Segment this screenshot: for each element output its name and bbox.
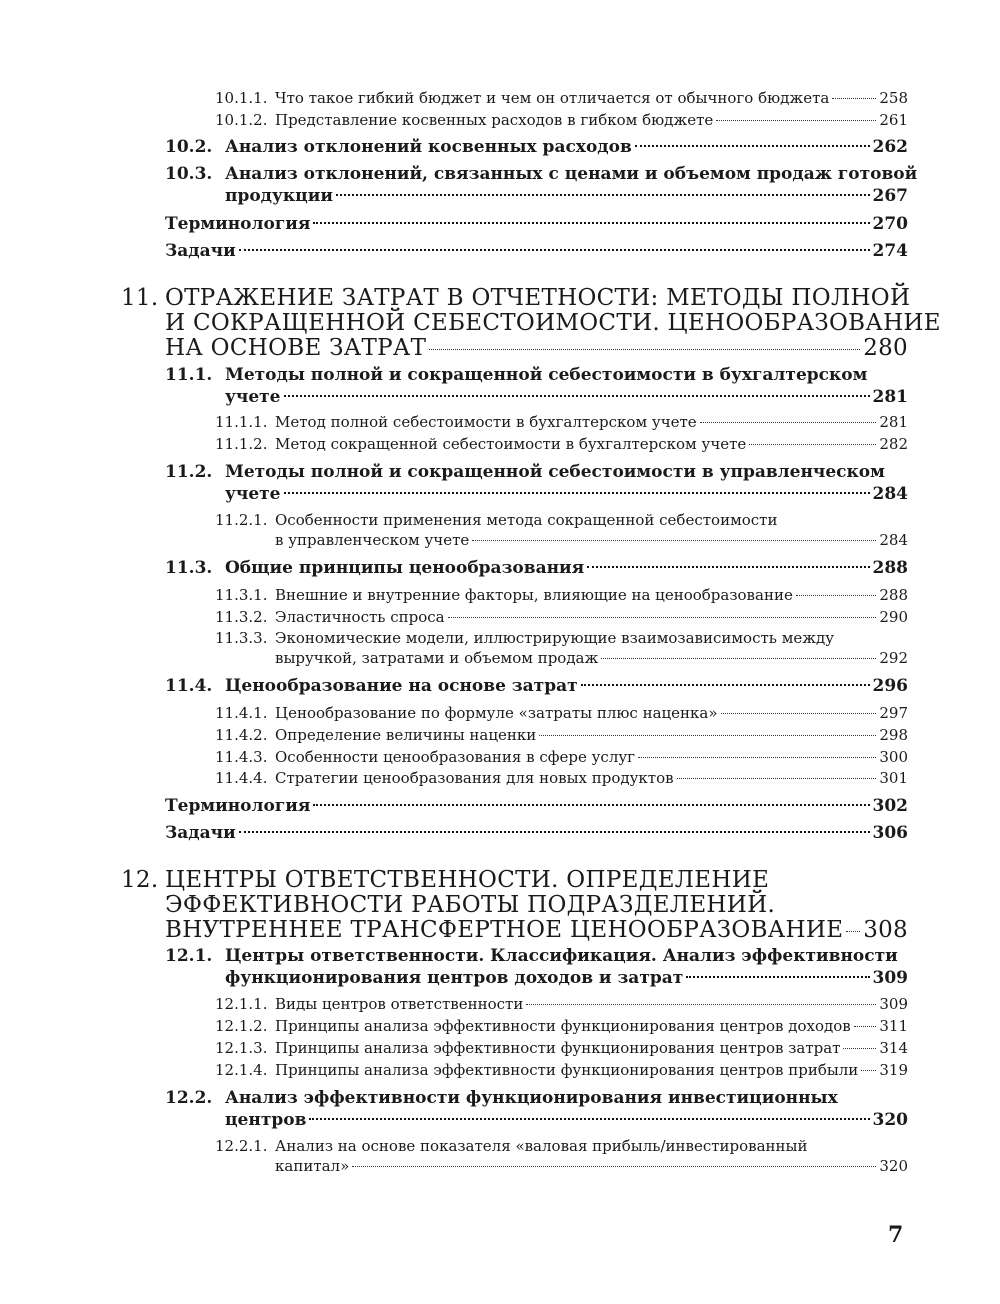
toc-entry-11-3 xyxy=(165,557,908,579)
entry-number: 11.4.3. xyxy=(215,748,268,766)
dot-leader xyxy=(352,1166,876,1167)
dot-leader xyxy=(539,735,876,736)
page-number: 297 xyxy=(879,704,908,722)
page-number: 320 xyxy=(872,1110,908,1130)
chapter-title-line: ОТРАЖЕНИЕ ЗАТРАТ В ОТЧЕТНОСТИ: МЕТОДЫ ПОЛНОЙ xyxy=(165,285,911,311)
toc-entry-11-4-4 xyxy=(215,768,908,788)
toc-entry-11-4-2 xyxy=(215,725,908,745)
entry-number: 12.1.1. xyxy=(215,995,268,1013)
entry-title: Задачи xyxy=(165,241,236,261)
page-number: 261 xyxy=(879,111,908,129)
page-number: 302 xyxy=(872,796,908,816)
dot-leader xyxy=(677,778,877,779)
entry-title: Задачи xyxy=(165,823,236,843)
page-number: 274 xyxy=(872,241,908,261)
entry-title: Виды центров ответственности xyxy=(275,995,524,1013)
entry-title: Терминология xyxy=(165,796,311,816)
dot-leader xyxy=(700,422,877,423)
entry-title: Ценообразование на основе затрат xyxy=(225,676,578,696)
dot-leader xyxy=(635,145,870,147)
entry-title: Стратегии ценообразования для новых продуктов xyxy=(275,769,674,787)
dot-leader xyxy=(861,1070,876,1071)
page-number: 306 xyxy=(872,823,908,843)
entry-title: Определение величины наценки xyxy=(275,726,537,744)
entry-title: Эластичность спроса xyxy=(275,608,445,626)
entry-number: 11.2. xyxy=(165,462,213,482)
toc-entry-11-3-1 xyxy=(215,585,908,605)
dot-leader xyxy=(587,566,869,568)
dot-leader xyxy=(336,194,870,196)
chapter-number: 12. xyxy=(121,867,159,893)
toc-entry-12-2-1 xyxy=(215,1136,908,1176)
toc-entry-11-1-1 xyxy=(215,412,908,432)
page-number: 284 xyxy=(879,531,908,549)
dot-leader xyxy=(716,120,876,121)
entry-number: 11.1.1. xyxy=(215,413,268,431)
page-number: 290 xyxy=(879,608,908,626)
entry-title: Принципы анализа эффективности функционирования центров доходов xyxy=(275,1017,851,1035)
dot-leader xyxy=(313,804,869,806)
entry-number: 11.2.1. xyxy=(215,511,268,529)
page-folio-number: 7 xyxy=(888,1222,904,1248)
entry-title: Метод сокращенной себестоимости в бухгалтерском учете xyxy=(275,435,747,453)
dot-leader xyxy=(686,976,869,978)
toc-entry-10-2 xyxy=(165,136,908,158)
page-number: 262 xyxy=(872,137,908,157)
entry-number: 11.4. xyxy=(165,676,213,696)
dot-leader xyxy=(526,1004,876,1005)
chapter-title: ВНУТРЕННЕЕ ТРАНСФЕРТНОЕ ЦЕНООБРАЗОВАНИЕ xyxy=(165,917,844,943)
toc-entry-tasks-10 xyxy=(165,240,908,262)
chapter-title-line: ЭФФЕКТИВНОСТИ РАБОТЫ ПОДРАЗДЕЛЕНИЙ. xyxy=(165,892,776,918)
entry-number: 11.4.2. xyxy=(215,726,268,744)
entry-number: 11.1.2. xyxy=(215,435,268,453)
dot-leader xyxy=(309,1118,869,1120)
dot-leader xyxy=(239,831,870,833)
page-number: 300 xyxy=(879,748,908,766)
entry-title: Принципы анализа эффективности функционирования центров затрат xyxy=(275,1039,841,1057)
entry-title: Особенности ценообразования в сфере услуг xyxy=(275,748,636,766)
dot-leader xyxy=(429,349,860,350)
page-number: 267 xyxy=(872,186,908,206)
entry-title-line: Анализ эффективности функционирования инвестиционных xyxy=(225,1088,838,1108)
page-number: 281 xyxy=(879,413,908,431)
dot-leader xyxy=(846,931,860,932)
dot-leader xyxy=(313,222,869,224)
toc-entry-11-2 xyxy=(165,461,908,505)
toc-entry-11-4-3 xyxy=(215,747,908,767)
page-number: 292 xyxy=(879,649,908,667)
toc-entry-12-1-3 xyxy=(215,1038,908,1058)
entry-number: 11.3.1. xyxy=(215,586,268,604)
entry-number: 11.4.4. xyxy=(215,769,268,787)
page-number: 301 xyxy=(879,769,908,787)
page-number: 309 xyxy=(872,968,908,988)
toc-entry-12-2 xyxy=(165,1087,908,1131)
toc-entry-11-1 xyxy=(165,364,908,408)
toc-entry-12-1-2 xyxy=(215,1016,908,1036)
entry-number: 11.1. xyxy=(165,365,213,385)
dot-leader xyxy=(854,1026,877,1027)
page-number: 320 xyxy=(879,1157,908,1175)
page-number: 280 xyxy=(863,335,908,361)
toc-entry-tasks-11 xyxy=(165,822,908,844)
dot-leader xyxy=(749,444,876,445)
entry-title-line: Особенности применения метода сокращенной себестоимости xyxy=(275,511,778,529)
page-number: 309 xyxy=(879,995,908,1013)
toc-entry-11-4-1 xyxy=(215,703,908,723)
chapter-title: НА ОСНОВЕ ЗАТРАТ xyxy=(165,335,427,361)
entry-title-line: Методы полной и сокращенной себестоимости в бухгалтерском xyxy=(225,365,868,385)
entry-number: 10.1.1. xyxy=(215,89,268,107)
toc-entry-12-1-1 xyxy=(215,994,908,1014)
dot-leader xyxy=(581,684,870,686)
entry-title-line: Анализ отклонений, связанных с ценами и объемом продаж готовой xyxy=(225,164,918,184)
entry-title: Представление косвенных расходов в гибком бюджете xyxy=(275,111,714,129)
toc-entry-12-1-4 xyxy=(215,1060,908,1080)
entry-title: Ценообразование по формуле «затраты плюс наценка» xyxy=(275,704,718,722)
page-number: 258 xyxy=(879,89,908,107)
page-number: 288 xyxy=(879,586,908,604)
page-number: 319 xyxy=(879,1061,908,1079)
page-number: 296 xyxy=(872,676,908,696)
entry-title-line: Экономические модели, иллюстрирующие взаимозависимость между xyxy=(275,629,835,647)
dot-leader xyxy=(239,249,870,251)
dot-leader xyxy=(796,595,877,596)
page-number: 308 xyxy=(863,917,908,943)
entry-title: Терминология xyxy=(165,214,311,234)
dot-leader xyxy=(448,617,877,618)
dot-leader xyxy=(832,98,876,99)
entry-title: в управленческом учете xyxy=(275,531,470,549)
toc-entry-11-3-2 xyxy=(215,607,908,627)
toc-entry-11-2-1 xyxy=(215,510,908,550)
page-number: 311 xyxy=(879,1017,908,1035)
page-number: 282 xyxy=(879,435,908,453)
entry-title: учете xyxy=(225,484,281,504)
entry-title: Метод полной себестоимости в бухгалтерском учете xyxy=(275,413,697,431)
chapter-title-line: И СОКРАЩЕННОЙ СЕБЕСТОИМОСТИ. ЦЕНООБРАЗОВАНИЕ xyxy=(165,310,941,336)
entry-number: 10.2. xyxy=(165,137,213,157)
entry-number: 11.3. xyxy=(165,558,213,578)
dot-leader xyxy=(638,757,876,758)
page-number: 281 xyxy=(872,387,908,407)
entry-title: Анализ отклонений косвенных расходов xyxy=(225,137,632,157)
entry-number: 12.1.4. xyxy=(215,1061,268,1079)
toc-entry-10-1-2 xyxy=(215,110,908,130)
entry-title: учете xyxy=(225,387,281,407)
entry-title-line: Анализ на основе показателя «валовая прибыль/инвестированный xyxy=(275,1137,808,1155)
entry-title: Общие принципы ценообразования xyxy=(225,558,585,578)
entry-number: 11.3.3. xyxy=(215,629,268,647)
entry-title: капитал» xyxy=(275,1157,350,1175)
toc-entry-terminology-11 xyxy=(165,795,908,817)
entry-title: функционирования центров доходов и затрат xyxy=(225,968,684,988)
entry-number: 12.1. xyxy=(165,946,213,966)
toc-entry-10-3 xyxy=(165,163,918,207)
dot-leader xyxy=(843,1048,876,1049)
entry-number: 12.2.1. xyxy=(215,1137,268,1155)
entry-number: 11.3.2. xyxy=(215,608,268,626)
page-number: 314 xyxy=(879,1039,908,1057)
entry-title: продукции xyxy=(225,186,333,206)
entry-number: 12.1.2. xyxy=(215,1017,268,1035)
chapter-number: 11. xyxy=(121,285,159,311)
page-number: 288 xyxy=(872,558,908,578)
entry-number: 10.1.2. xyxy=(215,111,268,129)
toc-chapter-12 xyxy=(121,868,908,943)
entry-title: Принципы анализа эффективности функционирования центров прибыли xyxy=(275,1061,859,1079)
page-number: 298 xyxy=(879,726,908,744)
dot-leader xyxy=(601,658,876,659)
toc-chapter-11 xyxy=(121,285,941,361)
entry-title-line: Центры ответственности. Классификация. Анализ эффективности xyxy=(225,946,898,966)
toc-entry-terminology-10 xyxy=(165,213,908,235)
entry-title: центров xyxy=(225,1110,307,1130)
toc-entry-12-1 xyxy=(165,945,908,989)
dot-leader xyxy=(721,713,877,714)
toc-entry-11-1-2 xyxy=(215,434,908,454)
entry-title: Что такое гибкий бюджет и чем он отличается от обычного бюджета xyxy=(275,89,830,107)
entry-number: 10.3. xyxy=(165,164,213,184)
entry-title: Внешние и внутренние факторы, влияющие на ценообразование xyxy=(275,586,793,604)
toc-entry-10-1-1 xyxy=(215,88,908,108)
entry-number: 12.1.3. xyxy=(215,1039,268,1057)
chapter-title-line: ЦЕНТРЫ ОТВЕТСТВЕННОСТИ. ОПРЕДЕЛЕНИЕ xyxy=(165,867,770,893)
page-number: 270 xyxy=(872,214,908,234)
dot-leader xyxy=(284,492,870,494)
toc-entry-11-4 xyxy=(165,675,908,697)
toc-entry-11-3-3 xyxy=(215,628,908,668)
dot-leader xyxy=(472,540,876,541)
page-number: 284 xyxy=(872,484,908,504)
entry-title: выручкой, затратами и объемом продаж xyxy=(275,649,599,667)
dot-leader xyxy=(284,395,870,397)
entry-title-line: Методы полной и сокращенной себестоимости в управленческом xyxy=(225,462,885,482)
entry-number: 11.4.1. xyxy=(215,704,268,722)
entry-number: 12.2. xyxy=(165,1088,213,1108)
